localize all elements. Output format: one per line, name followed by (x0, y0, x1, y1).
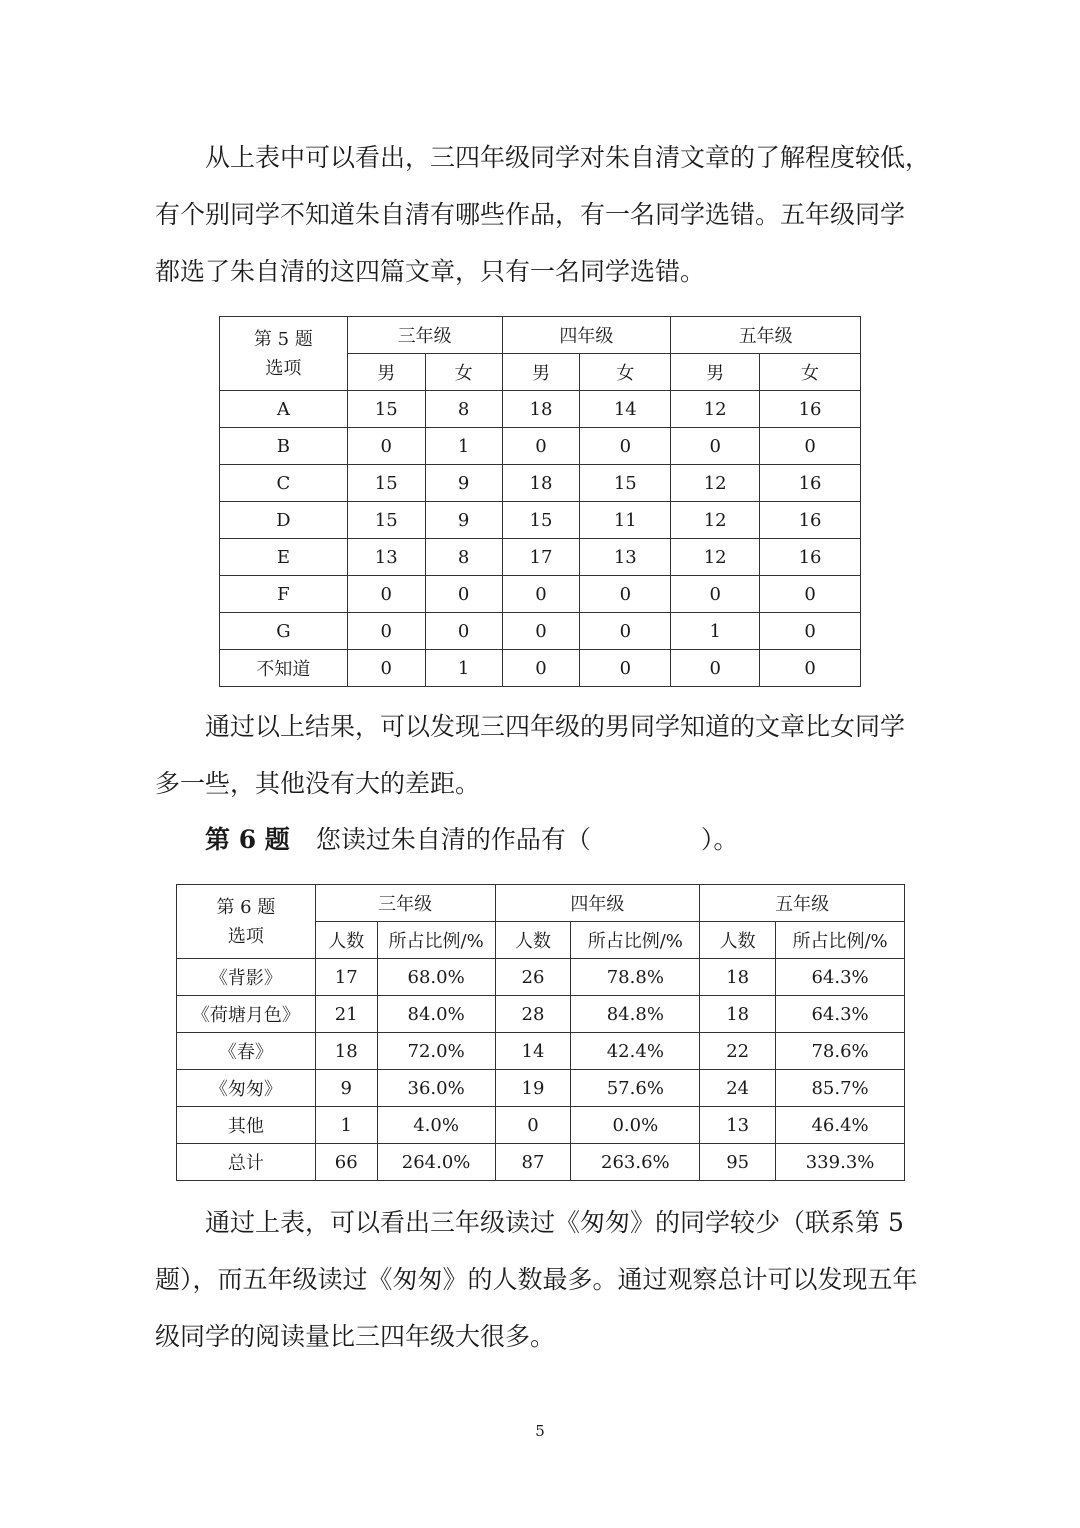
value-cell: 12 (671, 465, 760, 502)
value-cell: 0 (347, 613, 425, 650)
table-row (220, 576, 861, 613)
corner-options: 选项 (265, 357, 302, 379)
table-question-5 (219, 316, 861, 687)
value-cell: 0.0% (571, 1107, 700, 1144)
grade-header: 五年级 (671, 317, 861, 354)
value-cell: 1 (425, 650, 502, 687)
table-row (220, 539, 861, 576)
text-line: 都选了朱自清的这四篇文章，只有一名同学选错。 (155, 257, 706, 286)
column-header: 所占比例/% (776, 922, 905, 959)
text-line: 有个别同学不知道朱自清有哪些作品，有一名同学选错。五年级同学 (155, 200, 906, 229)
value-cell: 42.4% (571, 1033, 700, 1070)
value-cell: 72.0% (377, 1033, 495, 1070)
value-cell: 18 (315, 1033, 377, 1070)
value-cell: 9 (315, 1070, 377, 1107)
column-header: 所占比例/% (377, 922, 495, 959)
value-cell: 0 (760, 428, 861, 465)
question-number: 第 6 题 (205, 825, 290, 854)
table-row (220, 502, 861, 539)
value-cell: 84.0% (377, 996, 495, 1033)
value-cell: 8 (425, 539, 502, 576)
value-cell: 13 (347, 539, 425, 576)
value-cell: 17 (502, 539, 580, 576)
value-cell: 14 (495, 1033, 571, 1070)
value-cell: 0 (671, 576, 760, 613)
value-cell: 0 (495, 1107, 571, 1144)
grade-header: 四年级 (495, 885, 700, 922)
text-line: 从上表中可以看出，三四年级同学对朱自清文章的了解程度较低， (205, 143, 931, 172)
gender-header: 女 (425, 354, 502, 391)
value-cell: 84.8% (571, 996, 700, 1033)
value-cell: 0 (580, 428, 671, 465)
table-row (220, 613, 861, 650)
value-cell: 16 (760, 502, 861, 539)
table-corner-cell (177, 885, 316, 959)
value-cell: 0 (425, 613, 502, 650)
text-line: 多一些，其他没有大的差距。 (155, 769, 481, 798)
table-row (177, 1070, 905, 1107)
value-cell: 66 (315, 1144, 377, 1181)
option-cell: F (220, 576, 348, 613)
value-cell: 339.3% (776, 1144, 905, 1181)
option-cell: 总计 (177, 1144, 316, 1181)
value-cell: 95 (700, 1144, 776, 1181)
value-cell: 1 (671, 613, 760, 650)
column-header: 人数 (315, 922, 377, 959)
value-cell: 16 (760, 465, 861, 502)
grade-header: 三年级 (347, 317, 502, 354)
value-cell: 87 (495, 1144, 571, 1181)
option-cell: 不知道 (220, 650, 348, 687)
value-cell: 0 (425, 576, 502, 613)
value-cell: 0 (347, 650, 425, 687)
value-cell: 18 (502, 465, 580, 502)
corner-options: 选项 (227, 925, 264, 947)
table-row (220, 428, 861, 465)
table-row (220, 391, 861, 428)
value-cell: 36.0% (377, 1070, 495, 1107)
corner-question: 第 5 题 (253, 328, 313, 350)
question-text: 您读过朱自清的作品有（ (315, 825, 591, 854)
value-cell: 0 (760, 650, 861, 687)
value-cell: 0 (502, 650, 580, 687)
table-question-6 (176, 884, 905, 1181)
corner-question: 第 6 题 (216, 896, 276, 918)
value-cell: 28 (495, 996, 571, 1033)
option-cell: G (220, 613, 348, 650)
text-line: 通过以上结果，可以发现三四年级的男同学知道的文章比女同学 (205, 712, 906, 741)
question-close: ）。 (700, 825, 739, 854)
value-cell: 16 (760, 391, 861, 428)
value-cell: 1 (425, 428, 502, 465)
value-cell: 46.4% (776, 1107, 905, 1144)
column-header: 人数 (495, 922, 571, 959)
value-cell: 15 (347, 465, 425, 502)
value-cell: 78.6% (776, 1033, 905, 1070)
option-cell: 《匆匆》 (177, 1070, 316, 1107)
value-cell: 13 (580, 539, 671, 576)
gender-header: 男 (347, 354, 425, 391)
value-cell: 26 (495, 959, 571, 996)
value-cell: 0 (502, 428, 580, 465)
gender-header: 男 (671, 354, 760, 391)
table-row (177, 959, 905, 996)
value-cell: 18 (700, 959, 776, 996)
value-cell: 0 (671, 650, 760, 687)
question-6-heading (205, 820, 738, 860)
value-cell: 0 (347, 576, 425, 613)
option-cell: A (220, 391, 348, 428)
text-line: 题），而五年级读过《匆匆》的人数最多。通过观察总计可以发现五年 (155, 1265, 918, 1294)
value-cell: 11 (580, 502, 671, 539)
table-row (177, 1107, 905, 1144)
table-corner-cell (220, 317, 348, 391)
value-cell: 14 (580, 391, 671, 428)
value-cell: 12 (671, 539, 760, 576)
value-cell: 0 (347, 428, 425, 465)
option-cell: 《春》 (177, 1033, 316, 1070)
value-cell: 18 (700, 996, 776, 1033)
option-cell: B (220, 428, 348, 465)
value-cell: 85.7% (776, 1070, 905, 1107)
grade-header: 三年级 (315, 885, 495, 922)
option-cell: 《背影》 (177, 959, 316, 996)
value-cell: 0 (502, 576, 580, 613)
grade-header: 五年级 (700, 885, 905, 922)
table-row (220, 650, 861, 687)
value-cell: 0 (580, 613, 671, 650)
table-row (220, 465, 861, 502)
value-cell: 21 (315, 996, 377, 1033)
value-cell: 24 (700, 1070, 776, 1107)
value-cell: 12 (671, 391, 760, 428)
value-cell: 13 (700, 1107, 776, 1144)
value-cell: 9 (425, 502, 502, 539)
grade-header: 四年级 (502, 317, 671, 354)
value-cell: 17 (315, 959, 377, 996)
value-cell: 19 (495, 1070, 571, 1107)
value-cell: 64.3% (776, 996, 905, 1033)
value-cell: 78.8% (571, 959, 700, 996)
value-cell: 9 (425, 465, 502, 502)
option-cell: 其他 (177, 1107, 316, 1144)
value-cell: 0 (580, 576, 671, 613)
value-cell: 68.0% (377, 959, 495, 996)
table-row (177, 996, 905, 1033)
value-cell: 15 (502, 502, 580, 539)
value-cell: 12 (671, 502, 760, 539)
value-cell: 15 (580, 465, 671, 502)
option-cell: D (220, 502, 348, 539)
value-cell: 22 (700, 1033, 776, 1070)
table-row (177, 1033, 905, 1070)
value-cell: 16 (760, 539, 861, 576)
table-row-total (177, 1144, 905, 1181)
value-cell: 64.3% (776, 959, 905, 996)
page-number: 5 (535, 1422, 545, 1440)
table-header-row (177, 885, 905, 922)
value-cell: 15 (347, 391, 425, 428)
value-cell: 0 (580, 650, 671, 687)
value-cell: 0 (671, 428, 760, 465)
option-cell: 《荷塘月色》 (177, 996, 316, 1033)
text-line: 级同学的阅读量比三四年级大很多。 (155, 1322, 556, 1351)
value-cell: 15 (347, 502, 425, 539)
value-cell: 8 (425, 391, 502, 428)
gender-header: 女 (580, 354, 671, 391)
value-cell: 57.6% (571, 1070, 700, 1107)
value-cell: 0 (760, 576, 861, 613)
option-cell: E (220, 539, 348, 576)
gender-header: 女 (760, 354, 861, 391)
value-cell: 0 (502, 613, 580, 650)
column-header: 人数 (700, 922, 776, 959)
value-cell: 0 (760, 613, 861, 650)
column-header: 所占比例/% (571, 922, 700, 959)
value-cell: 1 (315, 1107, 377, 1144)
table-header-row (220, 317, 861, 354)
value-cell: 264.0% (377, 1144, 495, 1181)
value-cell: 18 (502, 391, 580, 428)
value-cell: 263.6% (571, 1144, 700, 1181)
text-line: 通过上表，可以看出三年级读过《匆匆》的同学较少（联系第 5 (205, 1208, 904, 1237)
gender-header: 男 (502, 354, 580, 391)
value-cell: 4.0% (377, 1107, 495, 1144)
option-cell: C (220, 465, 348, 502)
